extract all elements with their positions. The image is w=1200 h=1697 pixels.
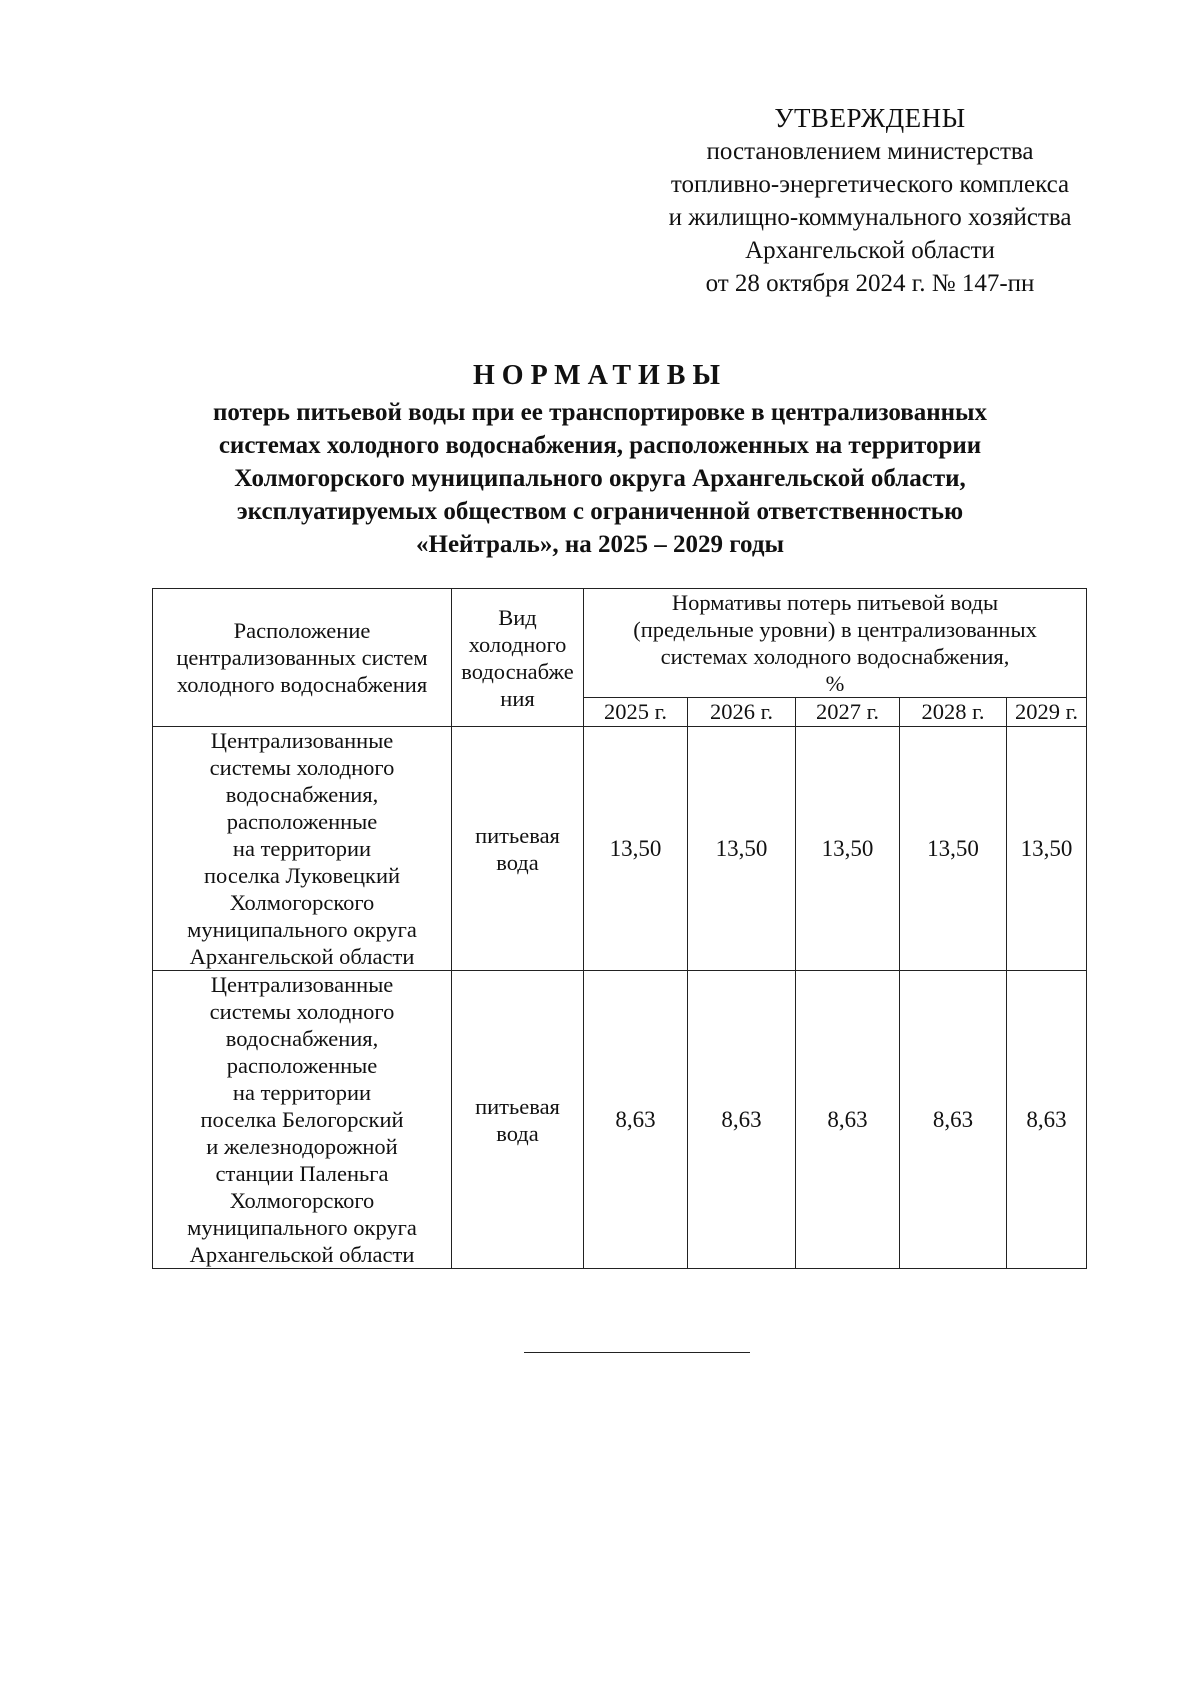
- header-norms: [584, 589, 1087, 698]
- subtitle-line: Холмогорского муниципального округа Архангельской области,: [234, 465, 966, 492]
- header-line: системах холодного водоснабжения,: [660, 644, 1010, 669]
- value-cell: 8,63: [688, 971, 796, 1269]
- location-line: расположенные: [226, 1053, 378, 1078]
- header-line: Нормативы потерь питьевой воды: [671, 590, 999, 615]
- location-line: Архангельской области: [189, 1242, 415, 1267]
- location-line: Архангельской области: [189, 944, 415, 969]
- location-line: муниципального округа: [187, 1215, 417, 1240]
- subtitle-line: потерь питьевой воды при ее транспортировке в централизованных: [212, 399, 988, 426]
- end-divider: [524, 1352, 750, 1353]
- norms-table: [152, 588, 1087, 1269]
- header-type: [452, 589, 584, 727]
- value-cell: 13,50: [900, 727, 1007, 971]
- approval-line: Архангельской области: [745, 237, 995, 264]
- subtitle-line: системах холодного водоснабжения, расположенных на территории: [218, 432, 982, 459]
- location-line: водоснабжения,: [225, 782, 379, 807]
- header-row: [153, 589, 1087, 698]
- subtitle-line: эксплуатируемых обществом с ограниченной ответственностью: [236, 498, 964, 525]
- year-header: 2028 г.: [900, 698, 1007, 727]
- type-line: питьевая: [475, 1093, 560, 1119]
- location-line: и железнодорожной: [206, 1134, 398, 1159]
- location-line: Централизованные: [210, 728, 394, 753]
- approval-line: и жилищно-коммунального хозяйства: [668, 204, 1072, 231]
- header-location: [153, 589, 452, 727]
- header-line: централизованных систем: [176, 645, 428, 670]
- value-cell: 13,50: [584, 727, 688, 971]
- header-line: (предельные уровни) в централизованных: [633, 617, 1037, 642]
- year-header: 2027 г.: [796, 698, 900, 727]
- location-cell: [153, 727, 452, 971]
- header-line: %: [825, 671, 845, 696]
- header-line: холодного: [468, 631, 567, 657]
- location-line: Централизованные: [210, 972, 394, 997]
- approval-line: постановлением министерства: [706, 138, 1034, 165]
- table-row: [153, 971, 1087, 1269]
- location-line: на территории: [232, 836, 372, 861]
- title-block: [130, 356, 1070, 561]
- value-cell: 13,50: [688, 727, 796, 971]
- approval-line: топливно-энергетического комплекса: [670, 171, 1070, 198]
- year-header: 2026 г.: [688, 698, 796, 727]
- value-cell: 8,63: [584, 971, 688, 1269]
- table-row: [153, 727, 1087, 971]
- approval-heading: УТВЕРЖДЕНЫ: [774, 103, 966, 133]
- value-cell: 8,63: [1007, 971, 1087, 1269]
- approval-block: [620, 102, 1120, 300]
- year-header: 2025 г.: [584, 698, 688, 727]
- location-line: поселка Белогорский: [200, 1107, 404, 1132]
- location-line: поселка Луковецкий: [203, 863, 401, 888]
- location-line: станции Паленьга: [215, 1161, 389, 1186]
- location-cell: [153, 971, 452, 1269]
- type-line: вода: [496, 849, 539, 875]
- document-title: НОРМАТИВЫ: [473, 360, 727, 391]
- year-header: 2029 г.: [1007, 698, 1087, 727]
- type-line: питьевая: [475, 822, 560, 848]
- value-cell: 8,63: [900, 971, 1007, 1269]
- location-line: расположенные: [226, 809, 378, 834]
- header-line: холодного водоснабжения: [176, 672, 428, 697]
- header-line: водоснабже: [461, 658, 574, 684]
- water-type-cell: [452, 727, 584, 971]
- document-subtitle: [130, 396, 1070, 561]
- type-line: вода: [496, 1120, 539, 1146]
- approval-line: от 28 октября 2024 г. № 147-пн: [705, 270, 1035, 297]
- location-line: Холмогорского: [229, 1188, 375, 1213]
- location-line: на территории: [232, 1080, 372, 1105]
- location-line: системы холодного: [209, 999, 395, 1024]
- header-line: Вид: [498, 604, 537, 630]
- value-cell: 13,50: [1007, 727, 1087, 971]
- location-line: системы холодного: [209, 755, 395, 780]
- water-type-cell: [452, 971, 584, 1269]
- location-line: Холмогорского: [229, 890, 375, 915]
- value-cell: 13,50: [796, 727, 900, 971]
- location-line: водоснабжения,: [225, 1026, 379, 1051]
- subtitle-line: «Нейтраль», на 2025 – 2029 годы: [416, 531, 784, 558]
- location-line: муниципального округа: [187, 917, 417, 942]
- header-line: Расположение: [233, 618, 371, 643]
- value-cell: 8,63: [796, 971, 900, 1269]
- header-line: ния: [500, 685, 535, 711]
